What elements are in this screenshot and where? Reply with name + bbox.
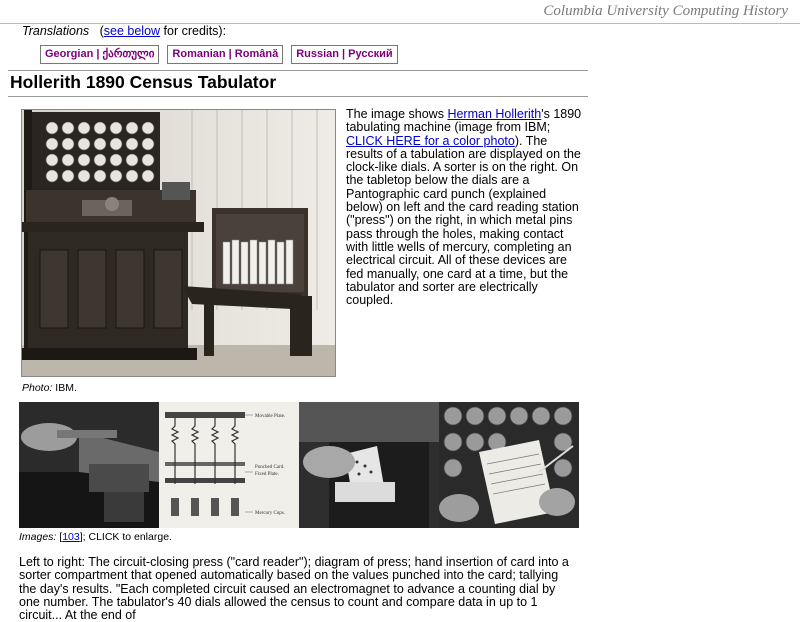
tabulator-illustration <box>22 110 335 376</box>
thumbnail-press-diagram[interactable] <box>159 402 299 528</box>
divider <box>8 70 588 71</box>
photo-caption-label: Photo: <box>22 382 53 394</box>
diagram-label-punched: Punched Card. <box>255 465 285 470</box>
diagram-label-fixed: Fixed Plate. <box>255 472 279 477</box>
thumbnail-card-reader[interactable] <box>19 402 159 528</box>
diagram-label-mercury: Mercury Cups. <box>255 511 285 516</box>
thumbnail-tallying[interactable] <box>439 402 579 528</box>
card-reader-image <box>19 402 159 528</box>
desc-intro: The image shows <box>346 107 448 121</box>
divider <box>8 96 588 97</box>
images-caption <box>19 531 172 543</box>
desc-after-name: 's 1890 tabulating machine (image from IBM; <box>346 107 582 135</box>
see-below-link[interactable]: see below <box>103 24 161 38</box>
card-insertion-image <box>299 402 439 528</box>
hollerith-link[interactable]: Herman Hollerith <box>447 107 542 121</box>
images-caption-close: ]; CLICK to enlarge. <box>79 531 172 543</box>
tallying-image <box>439 402 579 528</box>
desc-rest: ). The results of a tabulation are displayed on the clock-like dials. A sorter is on the right. On the tabletop below the dials are a Pantographic card punch (explained below) on left and the card reading station ("press") on the right, in which metal pins pass through the holes, making contact with little wells of mercury, completing an electrical circuit. All of these devices are fed manually, one card at a time, but the tabulator and sorter are electrically coupled. <box>346 133 581 308</box>
translations-label: Translations <box>22 24 90 38</box>
machine-description <box>346 108 582 307</box>
paren-open: ( <box>99 24 104 38</box>
translations-line <box>22 24 226 38</box>
reference-103-link[interactable]: 103 <box>62 531 80 543</box>
diagram-label-movable: Movable Plate. <box>255 414 286 419</box>
photo-caption <box>22 382 77 394</box>
page-title: Hollerith 1890 Census Tabulator <box>10 72 277 92</box>
lang-button-romanian[interactable]: Romanian | Română <box>167 45 283 64</box>
images-caption-open: [ <box>56 531 63 543</box>
body-paragraph: Left to right: The circuit-closing press ("card reader"); diagram of press; hand insertion of card into a sorter compartment that opened automatically based on the values punched into the card; tallying the day's results. "Each completed circuit caused an electromagnet to advance a counting dial by one number. The tabulator's 40 dials allowed the census to count and compare data in up to 1 circuit... At the end of <box>19 555 569 622</box>
press-diagram-image <box>159 402 299 528</box>
thumbnail-card-insertion[interactable] <box>299 402 439 528</box>
language-buttons <box>40 45 406 64</box>
site-title[interactable]: Columbia University Computing History <box>543 3 788 19</box>
color-photo-link[interactable]: CLICK HERE for a color photo <box>346 133 515 148</box>
translations-suffix: for credits): <box>160 24 227 38</box>
tabulator-photo[interactable] <box>21 109 336 377</box>
lang-button-russian[interactable]: Russian | Русский <box>291 45 397 64</box>
images-caption-label: Images: <box>19 531 57 543</box>
lang-button-georgian[interactable]: Georgian | ქართული <box>40 45 159 64</box>
photo-caption-text: IBM. <box>52 382 77 394</box>
